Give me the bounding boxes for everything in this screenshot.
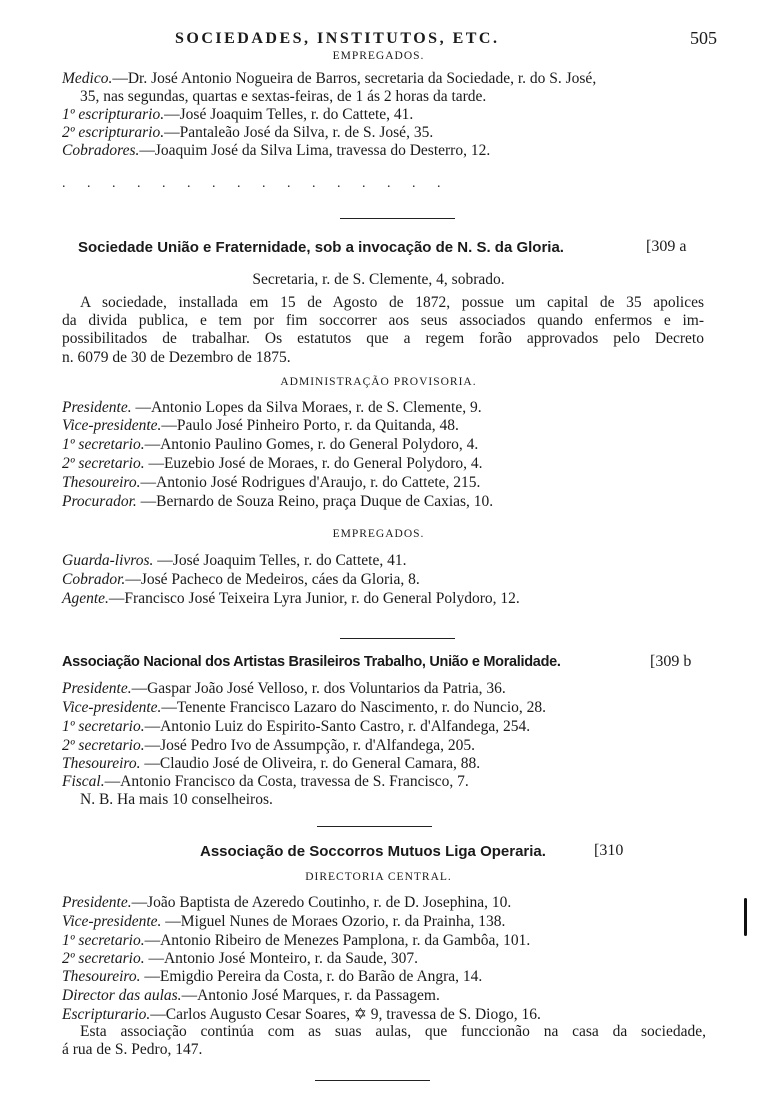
entry-line: Medico.—Dr. José Antonio Nogueira de Barros, secretaria da Sociedade, r. do S. José, bbox=[62, 70, 597, 87]
page-number: 505 bbox=[690, 28, 717, 48]
entry-line: Vice-presidente.—Tenente Francisco Lazaro do Nascimento, r. do Nuncio, 28. bbox=[62, 699, 547, 716]
entry-line: Procurador. —Bernardo de Souza Reino, praça Duque de Caxias, 10. bbox=[62, 493, 494, 510]
section-ref: [309 a bbox=[646, 238, 687, 255]
paragraph-line: á rua de S. Pedro, 147. bbox=[62, 1041, 203, 1058]
entry-line: Escripturario.—Carlos Augusto Cesar Soares, ✡ 9, travessa de S. Diogo, 16. bbox=[62, 1006, 541, 1023]
entry-line: Presidente. —Antonio Lopes da Silva Moraes, r. de S. Clemente, 9. bbox=[62, 399, 482, 416]
running-head: SOCIEDADES, INSTITUTOS, ETC. bbox=[175, 30, 500, 47]
paragraph-line: n. 6079 de 30 de Dezembro de 1875. bbox=[62, 349, 291, 366]
subheading-directoria: DIRECTORIA CENTRAL. bbox=[305, 871, 452, 883]
entry-line: 35, nas segundas, quartas e sextas-feiras, de 1 ás 2 horas da tarde. bbox=[80, 88, 487, 105]
address: Secretaria, r. de S. Clemente, 4, sobrado. bbox=[252, 271, 505, 288]
entry-line: 1º escripturario.—José Joaquim Telles, r. do Cattete, 41. bbox=[62, 106, 414, 123]
note: N. B. Ha mais 10 conselheiros. bbox=[80, 791, 273, 808]
subheading-empregados: EMPREGADOS. bbox=[332, 50, 425, 62]
entry-line: Agente.—Francisco José Teixeira Lyra Junior, r. do General Polydoro, 12. bbox=[62, 590, 520, 607]
paragraph-line: A sociedade, installada em 15 de Agosto de 1872, possue um capital de 35 apolices bbox=[80, 294, 704, 311]
entry-line: 2º escripturario.—Pantaleão José da Silva, r. de S. José, 35. bbox=[62, 124, 434, 141]
divider bbox=[315, 1080, 430, 1081]
entry-line: Presidente.—João Baptista de Azeredo Coutinho, r. de D. Josephina, 10. bbox=[62, 894, 512, 911]
entry-line: Director das aulas.—Antonio José Marques, r. da Passagem. bbox=[62, 987, 440, 1004]
entry-line: Vice-presidente. —Miguel Nunes de Moraes Ozorio, r. da Prainha, 138. bbox=[62, 913, 506, 930]
entry-line: 2º secretario.—José Pedro Ivo de Assumpção, r. d'Alfandega, 205. bbox=[62, 737, 475, 754]
entry-line: 2º secretario. —Antonio José Monteiro, r. da Saude, 307. bbox=[62, 950, 418, 967]
divider bbox=[317, 826, 432, 827]
entry-line: Thesoureiro. —Emigdio Pereira da Costa, r. do Barão de Angra, 14. bbox=[62, 968, 483, 985]
entry-line: Fiscal.—Antonio Francisco da Costa, travessa de S. Francisco, 7. bbox=[62, 773, 469, 790]
section-title: Associação Nacional dos Artistas Brasileiros Trabalho, União e Moralidade. bbox=[62, 654, 561, 670]
ellipsis-dots: . . . . . . . . . . . . . . . . bbox=[62, 176, 450, 191]
paragraph-line: Esta associação continúa com as suas aulas, que funccionão na casa da sociedade, bbox=[80, 1023, 706, 1040]
entry-line: Guarda-livros. —José Joaquim Telles, r. do Cattete, 41. bbox=[62, 552, 407, 569]
entry-line: Cobradores.—Joaquim José da Silva Lima, travessa do Desterro, 12. bbox=[62, 142, 491, 159]
divider bbox=[340, 218, 455, 219]
subheading-administracao: ADMINISTRAÇÃO PROVISORIA. bbox=[280, 376, 477, 388]
paragraph-line: da divida publica, e tem por fim soccorrer aos seus associados quando enfermos e im- bbox=[62, 312, 704, 329]
subheading-empregados: EMPREGADOS. bbox=[332, 528, 425, 540]
entry-line: Presidente.—Gaspar João José Velloso, r. dos Voluntarios da Patria, 36. bbox=[62, 680, 506, 697]
entry-line: 2º secretario. —Euzebio José de Moraes, r. do General Polydoro, 4. bbox=[62, 455, 483, 472]
section-ref: [309 b bbox=[650, 653, 692, 670]
paragraph-line: possibilitados de trabalhar. Os estatutos que a regem forão approvados pelo Decreto bbox=[62, 330, 704, 347]
entry-line: Thesoureiro.—Antonio José Rodrigues d'Araujo, r. do Cattete, 215. bbox=[62, 474, 481, 491]
entry-line: 1º secretario.—Antonio Luiz do Espirito-Santo Castro, r. d'Alfandega, 254. bbox=[62, 718, 531, 735]
margin-bracket-mark bbox=[744, 898, 747, 936]
entry-line: Cobrador.—José Pacheco de Medeiros, cáes da Gloria, 8. bbox=[62, 571, 420, 588]
divider bbox=[340, 638, 455, 639]
entry-line: Vice-presidente.—Paulo José Pinheiro Porto, r. da Quitanda, 48. bbox=[62, 417, 459, 434]
entry-line: 1º secretario.—Antonio Ribeiro de Menezes Pamplona, r. da Gambôa, 101. bbox=[62, 932, 531, 949]
section-ref: [310 bbox=[594, 842, 624, 859]
entry-line: 1º secretario.—Antonio Paulino Gomes, r. do General Polydoro, 4. bbox=[62, 436, 479, 453]
section-title: Sociedade União e Fraternidade, sob a invocação de N. S. da Gloria. bbox=[78, 239, 564, 256]
entry-line: Thesoureiro. —Claudio José de Oliveira, r. do General Camara, 88. bbox=[62, 755, 481, 772]
section-title: Associação de Soccorros Mutuos Liga Operaria. bbox=[200, 843, 546, 860]
